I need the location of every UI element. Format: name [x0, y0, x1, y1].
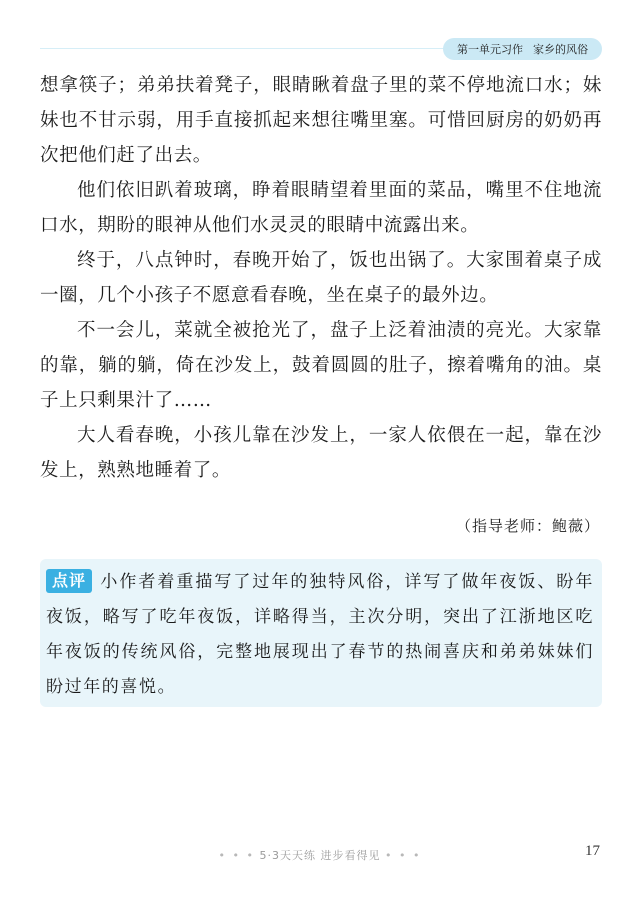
essay-paragraph-4: 不一会儿，菜就全被抢光了，盘子上泛着油渍的亮光。大家靠的靠，躺的躺，倚在沙发上，鼓着圆圆的肚子，擦着嘴角的油。桌子上只剩果汁了……	[40, 320, 602, 411]
comment-content	[46, 565, 594, 705]
comment-text: 小作者着重描写了过年的独特风俗，详写了做年夜饭、盼年夜饭，略写了吃年夜饭，详略得当，主次分明，突出了江浙地区吃年夜饭的传统风俗，完整地展现出了春节的热闹喜庆和弟弟妹妹们盼过年的喜悦。	[46, 572, 594, 697]
essay-paragraph-5: 大人看春晚，小孩儿靠在沙发上，一家人依偎在一起，靠在沙发上，熟熟地睡着了。	[40, 425, 602, 481]
footer-slogan-text: 5·3天天练 进步看得见	[259, 849, 381, 862]
footer-dots-right: • • •	[385, 849, 422, 862]
essay-body	[40, 68, 602, 488]
page-number: 17	[585, 843, 600, 859]
header-rule	[40, 48, 460, 49]
essay-paragraph-3: 终于，八点钟时，春晚开始了，饭也出锅了。大家围着桌子成一圈，几个小孩子不愿意看春晚，坐在桌子的最外边。	[40, 250, 602, 306]
essay-paragraph-2: 他们依旧趴着玻璃，睁着眼睛望着里面的菜品，嘴里不住地流口水，期盼的眼神从他们水灵灵的眼睛中流露出来。	[40, 180, 602, 236]
comment-box	[40, 559, 602, 707]
essay-paragraph-1: 想拿筷子；弟弟扶着凳子，眼睛瞅着盘子里的菜不停地流口水；妹妹也不甘示弱，用手直接抓起来想往嘴里塞。可惜回厨房的奶奶再次把他们赶了出去。	[40, 75, 602, 166]
instructor-credit: （指导老师：鲍薇）	[455, 517, 600, 535]
comment-badge: 点评	[46, 569, 92, 593]
section-header-tag	[443, 38, 602, 60]
header-topic: 家乡的风俗	[533, 43, 588, 56]
header-unit: 第一单元习作	[457, 43, 523, 56]
footer-dots-left: • • •	[218, 849, 255, 862]
footer-slogan	[0, 847, 640, 863]
